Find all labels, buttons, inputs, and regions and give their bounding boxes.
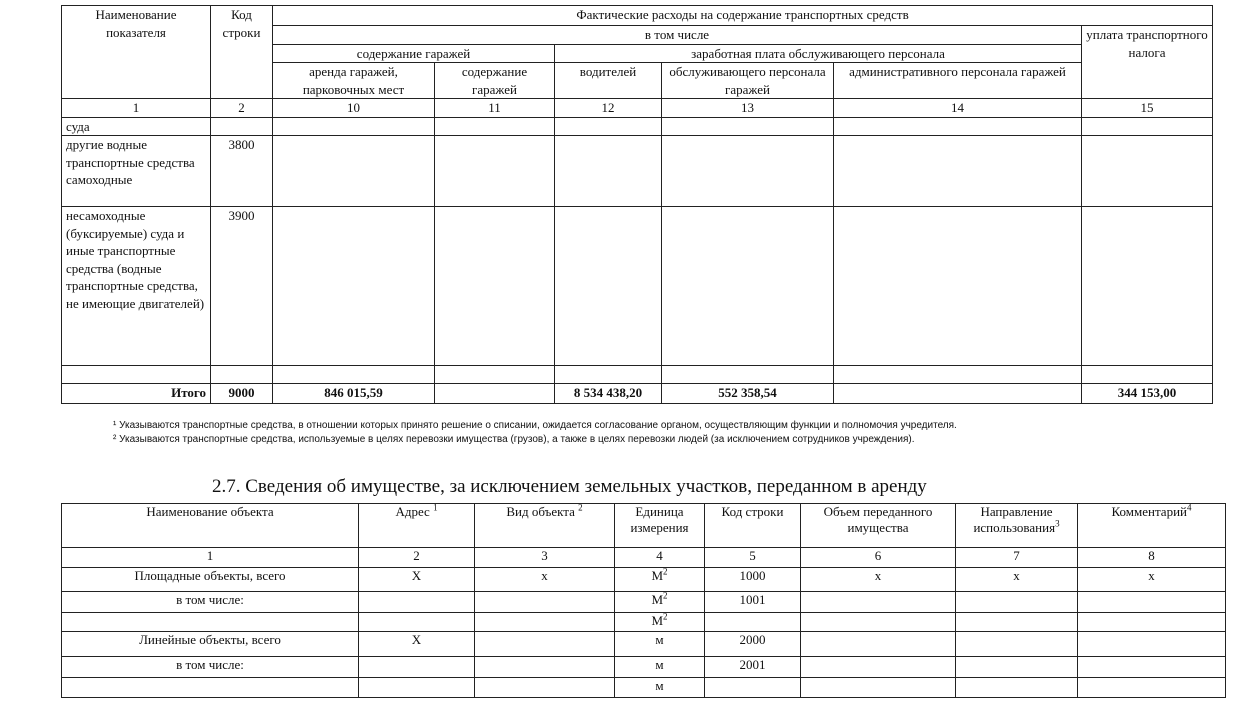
row-name: в том числе: xyxy=(62,592,359,613)
leased-property-table xyxy=(61,503,1226,698)
header-garage-rent: аренда гаражей, парковочных мест xyxy=(273,63,435,99)
total-garage-rent: 846 015,59 xyxy=(273,384,435,404)
header-transport-tax: уплата транспортного налога xyxy=(1082,26,1213,99)
column-number-row xyxy=(62,548,1226,568)
col-num: 2 xyxy=(211,99,273,118)
header-drivers: водителей xyxy=(555,63,662,99)
col-num: 14 xyxy=(834,99,1082,118)
row-code: 1000 xyxy=(705,568,801,592)
row-direction: х xyxy=(956,568,1078,592)
table-row xyxy=(62,613,1226,632)
header-volume: Объем переданного имущества xyxy=(801,504,956,548)
col-num: 2 xyxy=(359,548,475,568)
table-row xyxy=(62,632,1226,657)
row-unit: м xyxy=(615,678,705,698)
row-unit: $М^2$ xyxy=(615,592,705,613)
row-type: х xyxy=(475,568,615,592)
footnote-2: ² Указываются транспортные средства, используемые в целях перевозки имущества (грузов), а также в целях перевозки людей (за исключением сотрудников учреждения). xyxy=(113,434,915,445)
table-row xyxy=(62,592,1226,613)
col-num: 13 xyxy=(662,99,834,118)
total-label: Итого xyxy=(62,384,211,404)
col-num: 5 xyxy=(705,548,801,568)
header-object-type: Вид объекта $^2$ xyxy=(475,504,615,548)
col-num: 1 xyxy=(62,548,359,568)
row-code: 3900 xyxy=(211,207,273,366)
section-title: 2.7. Сведения об имуществе, за исключением земельных участков, переданном в аренду xyxy=(212,476,927,497)
col-num: 6 xyxy=(801,548,956,568)
header-garage-maintenance-group: содержание гаражей xyxy=(273,44,555,63)
col-num: 3 xyxy=(475,548,615,568)
col-num: 10 xyxy=(273,99,435,118)
table-row xyxy=(62,657,1226,678)
header-comment: Комментарий$^4$ xyxy=(1078,504,1226,548)
row-address: Х xyxy=(359,568,475,592)
row-address: Х xyxy=(359,632,475,657)
row-unit: $М^2$ xyxy=(615,613,705,632)
footnote-1: ¹ Указываются транспортные средства, в отношении которых принято решение о списании, ожидается согласование органом, осуществляющим функции и полномочия учредителя. xyxy=(113,420,957,431)
row-code: 2000 xyxy=(705,632,801,657)
header-admin-staff: административного персонала гаражей xyxy=(834,63,1082,99)
header-including: в том числе xyxy=(273,26,1082,45)
total-row xyxy=(62,384,1213,404)
row-unit: $М^2$ xyxy=(615,568,705,592)
total-garage-staff: 552 358,54 xyxy=(662,384,834,404)
column-number-row xyxy=(62,99,1213,118)
row-name: Линейные объекты, всего xyxy=(62,632,359,657)
row-name: другие водные транспортные средства самоходные xyxy=(62,136,211,207)
table-row xyxy=(62,678,1226,698)
row-name: несамоходные (буксируемые) суда и иные транспортные средства (водные транспортные средства, не имеющие двигателей) xyxy=(62,207,211,366)
header-garage-staff: обслуживающего персонала гаражей xyxy=(662,63,834,99)
col-num: 4 xyxy=(615,548,705,568)
table-row xyxy=(62,207,1213,366)
header-code: Код строки xyxy=(211,6,273,99)
total-code: 9000 xyxy=(211,384,273,404)
header-code: Код строки xyxy=(705,504,801,548)
row-code: 3800 xyxy=(211,136,273,207)
row-unit: м xyxy=(615,657,705,678)
table-row xyxy=(62,568,1226,592)
col-num: 8 xyxy=(1078,548,1226,568)
col-num: 12 xyxy=(555,99,662,118)
header-object-name: Наименование объекта xyxy=(62,504,359,548)
row-name: Площадные объекты, всего xyxy=(62,568,359,592)
col-num: 11 xyxy=(435,99,555,118)
col-num: 7 xyxy=(956,548,1078,568)
transport-expenses-table xyxy=(61,5,1213,404)
table-row xyxy=(62,366,1213,384)
row-code: 2001 xyxy=(705,657,801,678)
row-volume: х xyxy=(801,568,956,592)
header-actual-expenses: Фактические расходы на содержание транспортных средств xyxy=(273,6,1213,26)
row-code: 1001 xyxy=(705,592,801,613)
row-name: суда xyxy=(62,117,211,136)
col-num: 15 xyxy=(1082,99,1213,118)
header-name: Наименование показателя xyxy=(62,6,211,99)
total-transport-tax: 344 153,00 xyxy=(1082,384,1213,404)
header-address: Адрес $^1$ xyxy=(359,504,475,548)
row-unit: м xyxy=(615,632,705,657)
row-comment: х xyxy=(1078,568,1226,592)
row-name: в том числе: xyxy=(62,657,359,678)
total-drivers: 8 534 438,20 xyxy=(555,384,662,404)
header-unit: Единица измерения xyxy=(615,504,705,548)
header-direction: Направление использования$^3$ xyxy=(956,504,1078,548)
col-num: 1 xyxy=(62,99,211,118)
table-row xyxy=(62,117,1213,136)
table-row xyxy=(62,136,1213,207)
header-garage-maintenance: содержание гаражей xyxy=(435,63,555,99)
header-salary-group: заработная плата обслуживающего персонала xyxy=(555,44,1082,63)
